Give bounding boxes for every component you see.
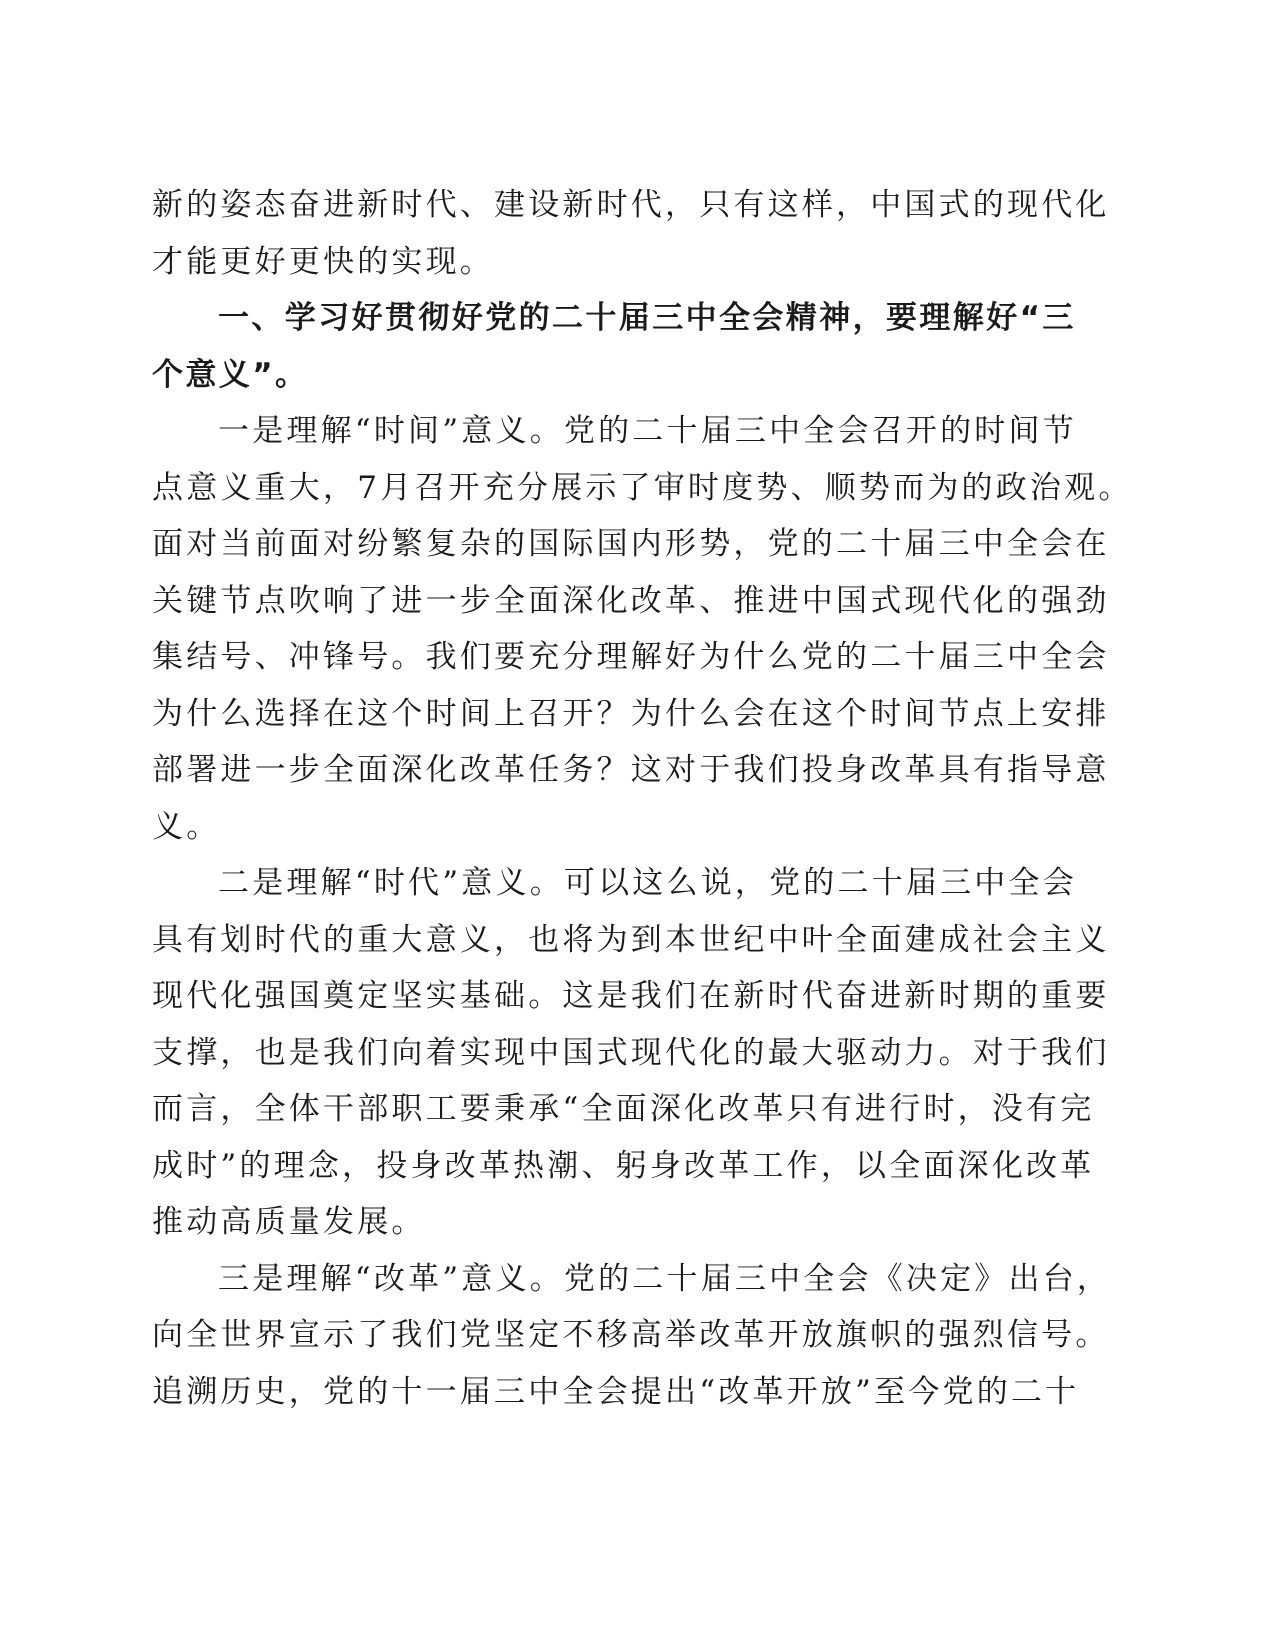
text-line: 向全世界宣示了我们党坚定不移高举改革开放旗帜的强烈信号。 <box>152 1317 1110 1353</box>
text-line: 点意义重大，7月召开充分展示了审时度势、顺势而为的政治观。 <box>152 469 1133 506</box>
text-line: 追溯历史，党的十一届三中全会提出“改革开放”至今党的二十 <box>152 1373 1080 1410</box>
text-line: 支撑，也是我们向着实现中国式现代化的最大驱动力。对于我们 <box>152 1034 1110 1071</box>
text-line: 集结号、冲锋号。我们要充分理解好为什么党的二十届三中全会 <box>152 639 1110 675</box>
paragraph-start: 二是理解“时代”意义。可以这么说，党的二十届三中全会 <box>218 865 1077 901</box>
text-line: 部署进一步全面深化改革任务？这对于我们投身改革具有指导意 <box>152 752 1110 788</box>
body-text <box>152 177 1133 1420</box>
text-line: 关键节点吹响了进一步全面深化改革、推进中国式现代化的强劲 <box>152 582 1110 619</box>
text-line: 现代化强国奠定坚实基础。这是我们在新时代奋进新时期的重要 <box>152 978 1110 1014</box>
section-heading: 一、学习好贯彻好党的二十届三中全会精神，要理解好“三 <box>218 300 1076 336</box>
section-heading-continued: 个意义”。 <box>152 356 309 393</box>
text-line: 义。 <box>152 808 221 845</box>
text-line: 具有划时代的重大意义，也将为到本世纪中叶全面建成社会主义 <box>152 921 1110 958</box>
text-line: 成时”的理念，投身改革热潮、躬身改革工作，以全面深化改革 <box>152 1147 1095 1184</box>
text-line: 新的姿态奋进新时代、建设新时代，只有这样，中国式的现代化 <box>152 187 1110 223</box>
text-line: 推动高质量发展。 <box>152 1204 426 1240</box>
text-line: 才能更好更快的实现。 <box>152 243 494 280</box>
text-line: 为什么选择在这个时间上召开？为什么会在这个时间节点上安排 <box>152 695 1110 732</box>
paragraph-start: 一是理解“时间”意义。党的二十届三中全会召开的时间节 <box>218 413 1077 449</box>
text-line: 面对当前面对纷繁复杂的国际国内形势，党的二十届三中全会在 <box>152 526 1110 562</box>
text-line: 而言，全体干部职工要秉承“全面深化改革只有进行时，没有完 <box>152 1091 1095 1127</box>
paragraph-start: 三是理解“改革”意义。党的二十届三中全会《决定》出台， <box>218 1260 1112 1297</box>
